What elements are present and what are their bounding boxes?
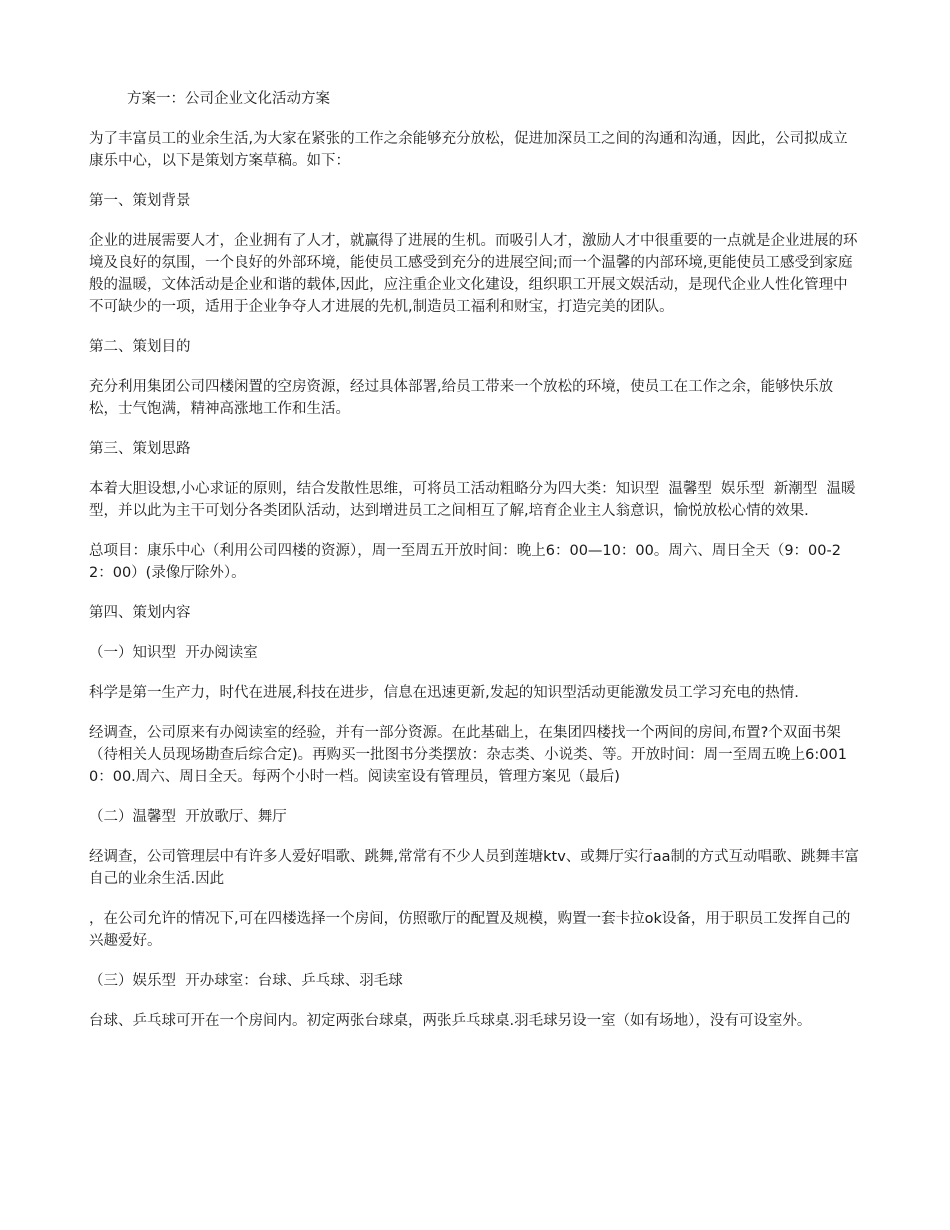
warm-paragraph-2: ，在公司允许的情况下,可在四楼选择一个房间，仿照歌厅的配置及规模，购置一套卡拉ok设备，用于职员工发挥自己的兴趣爱好。 [89, 911, 851, 949]
document-title: 方案一：公司企业文化活动方案 [127, 91, 330, 107]
document-page [89, 88, 861, 1050]
subsection-heading-warm: （二）温馨型 开放歌厅、舞厅 [89, 809, 287, 825]
subsection-heading-entertainment: （三）娱乐型 开办球室：台球、乒乓球、羽毛球 [89, 973, 403, 989]
knowledge-paragraph-1: 科学是第一生产力，时代在进展,科技在进步，信息在迅速更新,发起的知识型活动更能激发员工学习充电的热情. [89, 685, 799, 701]
purpose-paragraph: 充分利用集团公司四楼闲置的空房资源，经过具体部署,给员工带来一个放松的环境，使员工在工作之余，能够快乐放松，士气饱满，精神高涨地工作和生活。 [89, 379, 834, 417]
section-heading-content: 第四、策划内容 [89, 605, 191, 621]
knowledge-paragraph-2: 经调查，公司原来有办阅读室的经验，并有一部分资源。在此基础上，在集团四楼找一个两间的房间,布置?个双面书架（待相关人员现场勘查后综合定)。再购买一批图书分类摆放：杂志类、小说类、等。开放时间：周一至周五晚上6:0010：00.周六、周日全天。每两个小时一档。阅读室设有管理员，管理方案见（最后) [89, 725, 847, 785]
background-paragraph: 企业的进展需要人才，企业拥有了人才，就赢得了进展的生机。而吸引人才，激励人才中很重要的一点就是企业进展的环境及良好的氛围，一个良好的外部环境，能使员工感受到充分的进展空间;而一个温馨的内部环境,更能使员工感受到家庭般的温暖，文体活动是企业和谐的载体,因此，应注重企业文化建设，组织职工开展文娱活动，是现代企业人性化管理中不可缺少的一项，适用于企业争夺人才进展的先机,制造员工福利和财宝，打造完美的团队。 [89, 233, 858, 315]
warm-paragraph-1: 经调查，公司管理层中有许多人爱好唱歌、跳舞,常常有不少人员到莲塘ktv、或舞厅实行aa制的方式互动唱歌、跳舞丰富自己的业余生活.因此 [89, 849, 860, 887]
section-heading-approach: 第三、策划思路 [89, 441, 191, 457]
entertainment-paragraph: 台球、乒乓球可开在一个房间内。初定两张台球桌，两张乒乓球桌.羽毛球另设一室（如有场地），没有可设室外。 [89, 1013, 812, 1029]
subsection-heading-knowledge: （一）知识型 开办阅读室 [89, 645, 258, 661]
section-heading-background: 第一、策划背景 [89, 193, 191, 209]
intro-paragraph: 为了丰富员工的业余生活,为大家在紧张的工作之余能够充分放松，促进加深员工之间的沟通和沟通，因此，公司拟成立康乐中心，以下是策划方案草稿。如下： [89, 131, 848, 169]
overall-project-paragraph: 总项目：康乐中心（利用公司四楼的资源），周一至周五开放时间：晚上6：00—10：00。周六、周日全天（9：00-22：00）(录像厅除外）。 [89, 543, 841, 581]
section-heading-purpose: 第二、策划目的 [89, 339, 191, 355]
approach-paragraph: 本着大胆设想,小心求证的原则，结合发散性思维，可将员工活动粗略分为四大类：知识型 温馨型 娱乐型 新潮型 温暖型，并以此为主干可划分各类团队活动，达到增进员工之间相互了解,培育企业主人翁意识，愉悦放松心情的效果. [89, 481, 856, 519]
